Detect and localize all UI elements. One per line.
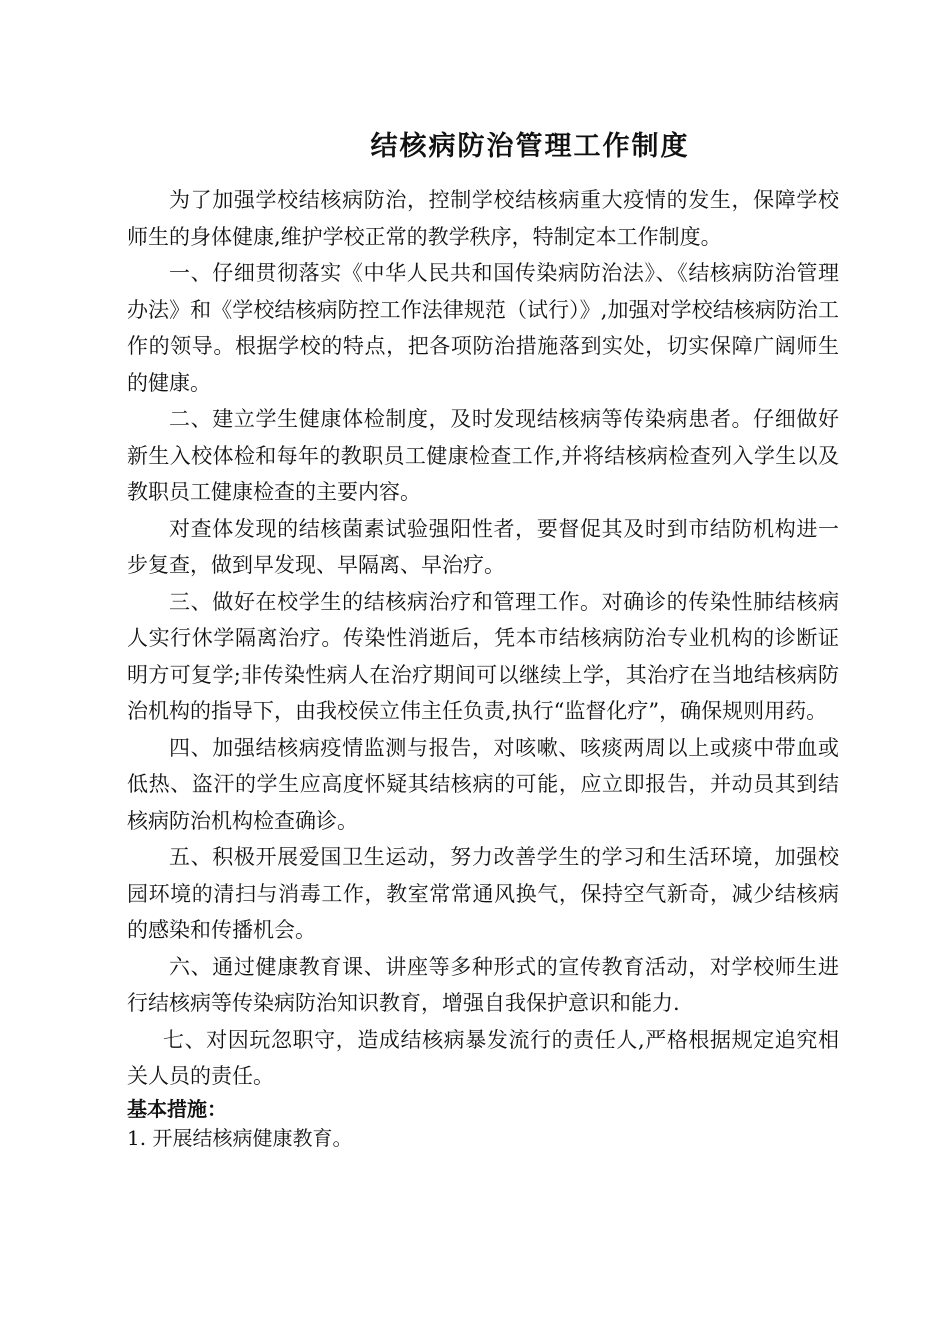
paragraph-intro: 为了加强学校结核病防治，控制学校结核病重大疫情的发生，保障学校师生的身体健康,维护学校正常的教学秩序，特制定本工作制度。 bbox=[127, 188, 839, 249]
paragraph-item-5: 五、积极开展爱国卫生运动，努力改善学生的学习和生活环境，加强校园环境的清扫与消毒工作，教室常常通风换气，保持空气新奇，减少结核病的感染和传播机会。 bbox=[127, 845, 839, 942]
paragraph-item-7: 七、对因玩忽职守，造成结核病暴发流行的责任人,严格根据规定追究相关人员的责任。 bbox=[127, 1027, 839, 1088]
paragraph-item-4: 四、加强结核病疫情监测与报告，对咳嗽、咳痰两周以上或痰中带血或低热、盗汗的学生应高度怀疑其结核病的可能，应立即报告，并动员其到结核病防治机构检查确诊。 bbox=[127, 735, 839, 833]
measures-heading: 基本措施： bbox=[127, 1096, 227, 1121]
paragraph-item-6: 六、通过健康教育课、讲座等多种形式的宣传教育活动，对学校师生进行结核病等传染病防治知识教育，增强自我保护意识和能力. bbox=[127, 954, 839, 1015]
document-title: 结核病防治管理工作制度 bbox=[370, 131, 690, 162]
measure-item: 1. 开展结核病健康教育。 bbox=[127, 1125, 353, 1150]
document-body bbox=[127, 182, 839, 1153]
paragraph-item-2-followup: 对查体发现的结核菌素试验强阳性者，要督促其及时到市结防机构进一步复查，做到早发现、早隔离、早治疗。 bbox=[127, 516, 839, 577]
paragraph-item-2: 二、建立学生健康体检制度，及时发现结核病等传染病患者。仔细做好新生入校体检和每年的教职员工健康检查工作,并将结核病检查列入学生以及教职员工健康检查的主要内容。 bbox=[127, 407, 839, 504]
paragraph-item-3: 三、做好在校学生的结核病治疗和管理工作。对确诊的传染性肺结核病人实行休学隔离治疗。传染性消逝后，凭本市结核病防治专业机构的诊断证明方可复学;非传染性病人在治疗期间可以继续上学，其治疗在当地结核病防治机构的指导下，由我校侯立伟主任负责,执行“监督化疗”，确保规则用药。 bbox=[127, 589, 839, 723]
paragraph-item-1: 一、仔细贯彻落实《中华人民共和国传染病防治法》、《结核病防治管理办法》和《学校结核病防控工作法律规范（试行）》,加强对学校结核病防治工作的领导。根据学校的特点，把各项防治措施落到实处，切实保障广阔师生的健康。 bbox=[127, 261, 839, 395]
